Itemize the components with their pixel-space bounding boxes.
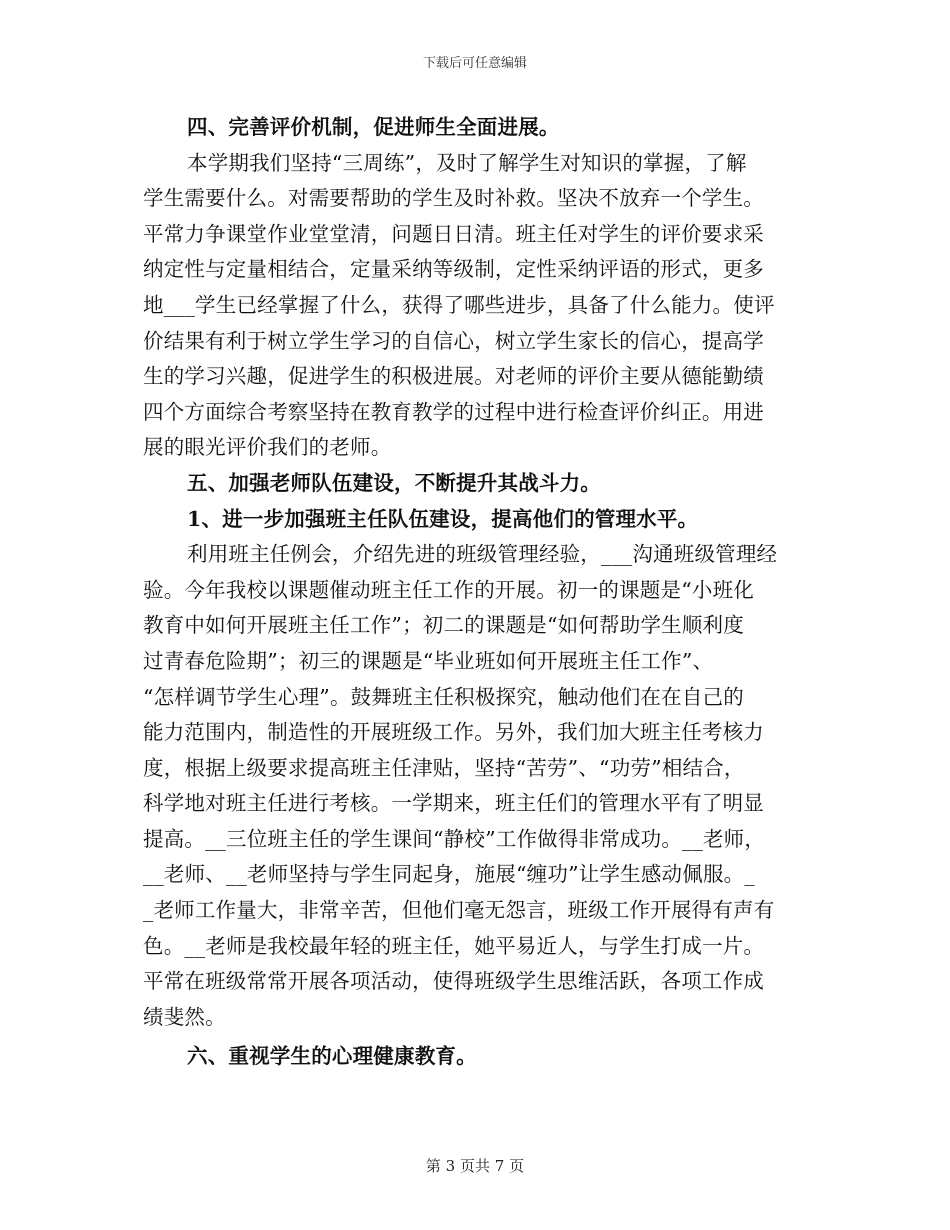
paragraph-line: 生的学习兴趣，促进学生的积极进展。对老师的评价主要从德能勤绩 [143, 364, 764, 389]
paragraph-line: 展的眼光评价我们的老师。 [143, 435, 392, 460]
paragraph-line: 教育中如何开展班主任工作”；初二的课题是“如何帮助学生顺利度 [143, 613, 744, 638]
paragraph-line: 本学期我们坚持“三周练”，及时了解学生对知识的掌握，了解 [187, 150, 747, 175]
page-header: 下载后可任意编辑 [422, 56, 527, 71]
paragraph-line: 度，根据上级要求提高班主任津贴，坚持“苦劳”、“功劳”相结合， [143, 755, 745, 780]
subsection-heading-1: 1、进一步加强班主任队伍建设，提高他们的管理水平。 [187, 506, 699, 531]
paragraph-line: 价结果有利于树立学生学习的自信心，树立学生家长的信心，提高学 [143, 328, 764, 353]
paragraph-line: 过青春危险期”；初三的课题是“毕业班如何开展班主任工作”、 [143, 648, 714, 673]
paragraph-line: 学生需要什么。对需要帮助的学生及时补救。坚决不放弃一个学生。 [143, 186, 764, 211]
paragraph-line: 利用班主任例会，介绍先进的班级管理经验，___沟通班级管理经 [187, 542, 778, 567]
paragraph-line: 能力范围内，制造性的开展班级工作。另外，我们加大班主任考核力 [143, 720, 764, 745]
paragraph-line: 纳定性与定量相结合，定量采纳等级制，定性采纳评语的形式，更多 [143, 257, 764, 282]
page-footer: 第 3 页共 7 页 [425, 1157, 525, 1175]
document-body [143, 110, 803, 1075]
paragraph-line: 地___学生已经掌握了什么，获得了哪些进步，具备了什么能力。使评 [143, 292, 775, 317]
paragraph-line: 提高。__三位班主任的学生课间“静校”工作做得非常成功。__老师， [143, 826, 766, 851]
paragraph-line: 色。__老师是我校最年轻的班主任，她平易近人，与学生打成一片。 [143, 933, 765, 958]
paragraph-line: 四个方面综合考察坚持在教育教学的过程中进行检查评价纠正。用进 [143, 399, 764, 424]
paragraph-line: _老师工作量大，非常辛苦，但他们毫无怨言，班级工作开展得有声有 [143, 898, 775, 923]
paragraph-line: “怎样调节学生心理”。鼓舞班主任积极探究，触动他们在在自己的 [143, 684, 744, 709]
paragraph-line: 绩斐然。 [143, 1004, 226, 1029]
paragraph-line: __老师、__老师坚持与学生同起身，施展“缠功”让学生感动佩服。_ [143, 862, 755, 887]
section-heading-4: 四、完善评价机制，促进师生全面进展。 [187, 115, 560, 139]
paragraph-line: 平常在班级常常开展各项活动，使得班级学生思维活跃，各项工作成 [143, 969, 764, 994]
paragraph-line: 验。今年我校以课题催动班主任工作的开展。初一的课题是“小班化 [143, 577, 754, 602]
section-heading-5: 五、加强老师队伍建设，不断提升其战斗力。 [187, 470, 601, 495]
paragraph-line: 平常力争课堂作业堂堂清，问题日日清。班主任对学生的评价要求采 [143, 221, 764, 246]
paragraph-line: 科学地对班主任进行考核。一学期来，班主任们的管理水平有了明显 [143, 791, 764, 816]
section-heading-6: 六、重视学生的心理健康教育。 [187, 1044, 477, 1069]
